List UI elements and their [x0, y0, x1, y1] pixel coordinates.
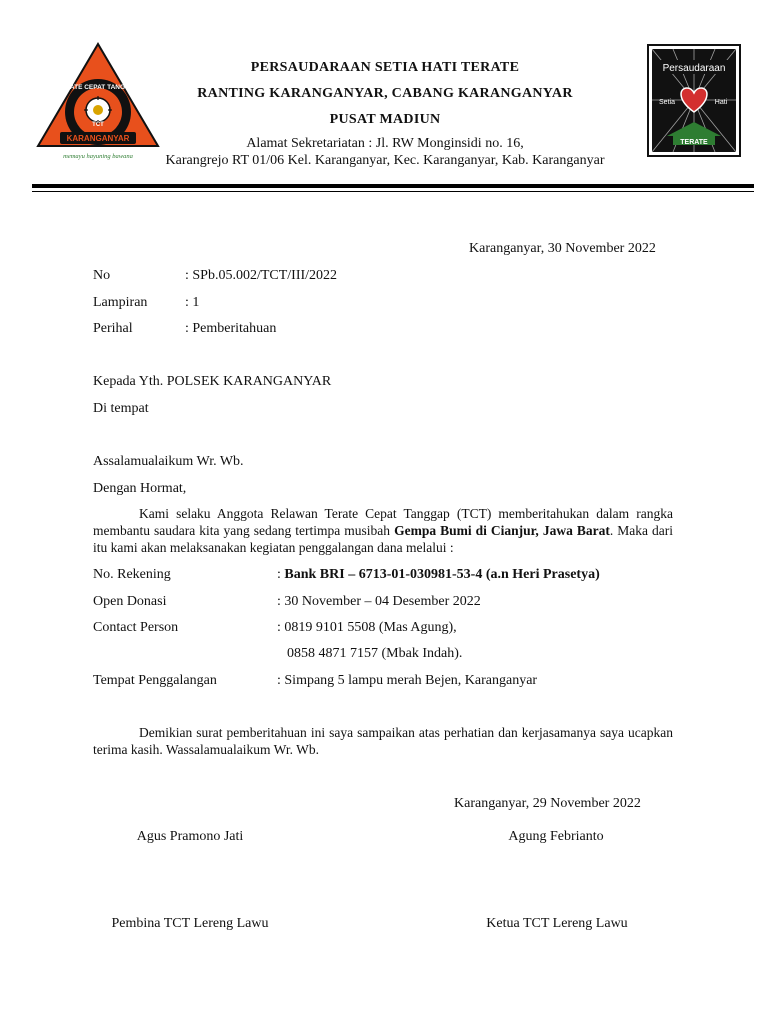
body-paragraph — [93, 505, 673, 556]
logo-bottom-text: KARANGANYAR — [66, 134, 130, 143]
logo-right-bottom-text: TERATE — [680, 139, 708, 146]
branch-name: RANTING KARANGANYAR, CABANG KARANGANYAR — [197, 86, 573, 101]
signatory-left-title: Pembina TCT Lereng Lawu — [111, 916, 269, 931]
header-rule-thick — [32, 184, 754, 188]
lampiran-label: Lampiran — [93, 295, 148, 310]
contact-value-2: 0858 4871 7157 (Mbak Indah). — [287, 646, 463, 661]
donasi-value: : 30 November – 04 Desember 2022 — [277, 594, 481, 609]
no-label: No — [93, 268, 111, 283]
logo-center-text: TCT — [92, 122, 104, 128]
sign-date: Karanganyar, 29 November 2022 — [454, 796, 641, 811]
place-date: Karanganyar, 30 November 2022 — [469, 241, 656, 256]
address-line-1: Alamat Sekretariatan : Jl. RW Monginsidi no. 16, — [246, 136, 524, 151]
org-name: PERSAUDARAAN SETIA HATI TERATE — [250, 60, 520, 75]
no-value: : SPb.05.002/TCT/III/2022 — [185, 268, 338, 283]
body-text-1: Kami selaku Anggota Relawan Terate Cepat Tanggap (TCT) memberitahukan dalam rangka membantu saudara kita yang sedang tertimpa musibah — [93, 506, 673, 538]
signatory-left-name: Agus Pramono Jati — [136, 829, 244, 844]
tempat-label: Tempat Penggalangan — [93, 673, 217, 688]
signatory-right-name: Agung Febrianto — [508, 829, 604, 844]
greeting: Assalamualaikum Wr. Wb. — [93, 454, 244, 469]
logo-right-left-text: Setia — [659, 99, 675, 106]
lampiran-value: : 1 — [185, 295, 200, 310]
donasi-label: Open Donasi — [93, 594, 167, 609]
salutation: Dengan Hormat, — [93, 481, 187, 496]
rekening-label: No. Rekening — [93, 567, 171, 582]
tempat-value: : Simpang 5 lampu merah Bejen, Karanganyar — [277, 673, 538, 688]
rekening-account: Bank BRI – 6713-01-030981-53-4 (a.n Heri Prasetya) — [284, 567, 600, 582]
closing-paragraph: Demikian surat pemberitahuan ini saya sampaikan atas perhatian dan kerjasamanya saya ucapkan terima kasih. Wassalamualaikum Wr. Wb. — [93, 725, 673, 757]
rekening-colon: : — [277, 567, 285, 582]
contact-label: Contact Person — [93, 620, 179, 635]
logo-right-top-text: Persaudaraan — [662, 63, 726, 74]
logo-ring-text: TERATE CEPAT TANGGAP — [56, 84, 140, 91]
center-name: PUSAT MADIUN — [329, 112, 441, 127]
signatory-right-title: Ketua TCT Lereng Lawu — [486, 916, 628, 931]
body-text-bold: Gempa Bumi di Cianjur, Jawa Barat — [394, 523, 610, 538]
body-text-2: . Maka dari itu kami akan melaksanakan kegiatan penggalangan dana melalui : — [93, 523, 673, 555]
rekening-value — [277, 566, 600, 583]
perihal-label: Perihal — [93, 321, 133, 336]
logo-right-right-text: Hati — [714, 99, 728, 106]
address-line-2: Karangrejo RT 01/06 Kel. Karanganyar, Kec. Karanganyar, Kab. Karanganyar — [165, 153, 605, 168]
di-tempat: Di tempat — [93, 401, 149, 416]
recipient: Kepada Yth. POLSEK KARANGANYAR — [93, 374, 332, 389]
contact-value-1: : 0819 9101 5508 (Mas Agung), — [277, 620, 457, 635]
perihal-value: : Pemberitahuan — [185, 321, 277, 336]
header-rule-thin — [32, 191, 754, 192]
logo-tagline: memayu hayuning bawana — [63, 153, 133, 160]
psht-logo — [647, 44, 741, 157]
